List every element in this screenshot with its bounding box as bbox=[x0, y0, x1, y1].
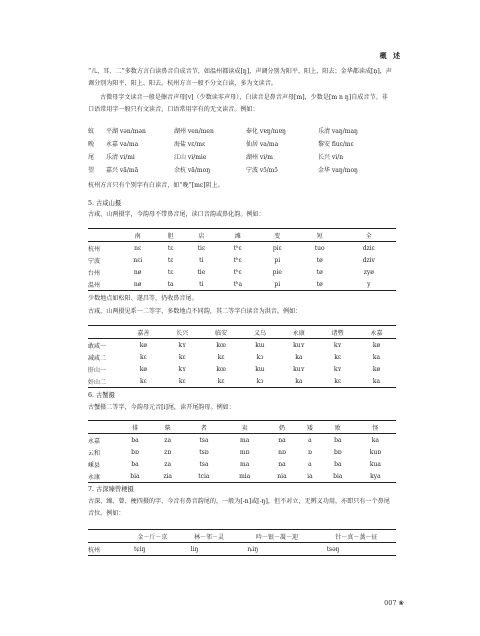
table-cell: kɛ bbox=[140, 353, 147, 361]
table-cell: dziv bbox=[362, 256, 375, 264]
paragraph-jianxi-note: 古咸、山两摄见系一二等字，多数地点不同韵，其二等字白读音为洪音。例如： bbox=[88, 308, 302, 315]
table-cell: tsɒ bbox=[199, 448, 209, 456]
table-cell: ta bbox=[167, 280, 174, 288]
table-cell: kuʏ bbox=[293, 341, 305, 349]
paragraph-songyang-note: 少数地点如松阳、遂昌等，仍收鼻音尾。 bbox=[88, 295, 198, 302]
table-cell: nø bbox=[133, 268, 142, 276]
table-cell: ba bbox=[334, 436, 342, 444]
table-cell: 嘉兴 vã/mã bbox=[106, 167, 139, 174]
table-row bbox=[88, 446, 396, 458]
table-cell: na bbox=[278, 460, 286, 468]
table-cell: kœ bbox=[216, 365, 226, 373]
table-cell: pi bbox=[274, 280, 281, 288]
table-cell: kʏ bbox=[178, 341, 187, 349]
row-label: 杭州 bbox=[88, 245, 101, 253]
table-cell: kø bbox=[372, 365, 381, 373]
table-cell: 江山 vi/mie bbox=[174, 154, 207, 161]
table-cell: tɕiŋ bbox=[134, 545, 146, 553]
table-cell: kuɒ bbox=[369, 448, 382, 456]
table-cell: kø bbox=[139, 365, 148, 373]
example-char: 蚊 bbox=[88, 128, 95, 135]
table-cell: zyø bbox=[363, 268, 374, 276]
table-cell: kuʏ bbox=[293, 365, 305, 373]
table-row bbox=[88, 137, 388, 150]
table-row bbox=[88, 543, 396, 556]
table-cell: tiɛ bbox=[197, 244, 206, 252]
table-cell: kya bbox=[370, 472, 381, 480]
table-header-cell: 金－斤－京 bbox=[137, 533, 168, 541]
table-row bbox=[88, 458, 396, 470]
section-7-intro: 古深、臻、曾、梗四摄的字，今音有鼻音韵尾的，一般为[-n]或[-ŋ]，但不对立，无辨义功用，亦即只有一个鼻尾音位。例如： bbox=[88, 498, 390, 517]
table-header-cell: 排 bbox=[131, 424, 138, 432]
table-cell: kʏ bbox=[333, 341, 342, 349]
table-row bbox=[88, 266, 396, 278]
table-cell: kɯ bbox=[255, 365, 265, 373]
wei-example-table bbox=[88, 124, 388, 176]
table-cell: kɛ bbox=[217, 353, 225, 361]
table-header-cell: 长兴 bbox=[176, 329, 189, 337]
table-header-row bbox=[88, 530, 396, 543]
table-row bbox=[88, 278, 396, 291]
table-header-cell: 短 bbox=[316, 232, 323, 240]
table-header-cell: 诸暨 bbox=[331, 329, 344, 337]
table-cell: tsa bbox=[199, 436, 209, 444]
table-row bbox=[88, 163, 388, 176]
table-cell: za bbox=[164, 436, 172, 444]
row-label: 永嘉 bbox=[88, 437, 101, 445]
table-cell: pie bbox=[272, 268, 282, 276]
table-header-cell: 南 bbox=[134, 232, 141, 240]
table-cell: ɒ bbox=[307, 448, 312, 456]
table-cell: 湖州 ven/men bbox=[174, 128, 214, 135]
table-row bbox=[88, 351, 396, 363]
table-cell: 宁波 vɔ̃/mɔ̃ bbox=[246, 167, 278, 174]
table-header-cell bbox=[88, 530, 124, 543]
table-cell: 余杭 vã/moŋ bbox=[174, 167, 211, 174]
table-header-cell bbox=[88, 421, 118, 434]
table-cell: tcia bbox=[198, 472, 210, 480]
table-cell: tsəŋ bbox=[326, 545, 340, 553]
table-row bbox=[88, 242, 396, 255]
table-cell: na bbox=[278, 436, 286, 444]
table-cell: 永嘉 va/ma bbox=[106, 141, 139, 148]
table-row bbox=[88, 254, 396, 266]
table-row bbox=[88, 150, 388, 163]
table-cell: mia bbox=[239, 472, 251, 480]
table-cell: tuo bbox=[314, 244, 325, 252]
table-header-cell: 奶 bbox=[278, 424, 285, 432]
table-header-cell: 嘉善 bbox=[137, 329, 150, 337]
table-row bbox=[88, 124, 388, 137]
table-cell: bia bbox=[333, 472, 343, 480]
table-row bbox=[88, 470, 396, 483]
row-label: 减咸二 bbox=[88, 354, 107, 362]
row-label: 宁波 bbox=[88, 257, 101, 265]
table-cell: kua bbox=[369, 460, 381, 468]
row-label: 永康 bbox=[88, 473, 101, 481]
table-cell: tɛ bbox=[167, 256, 174, 264]
table-cell: nɒ bbox=[278, 448, 286, 456]
table-cell: ti bbox=[199, 280, 204, 288]
table-cell: 海盐 vɛ/mɛ bbox=[174, 141, 206, 148]
table-row bbox=[88, 339, 396, 352]
xie-table bbox=[88, 420, 396, 483]
table-cell: kɛ bbox=[334, 377, 342, 385]
table-cell: 乐清 vi/mi bbox=[106, 154, 135, 161]
table-cell: za bbox=[164, 460, 172, 468]
table-cell: tɛ bbox=[167, 244, 174, 252]
table-cell: piɛ bbox=[272, 244, 282, 252]
table-cell: a bbox=[308, 460, 312, 468]
table-header-row bbox=[88, 421, 396, 434]
xian-shan-table bbox=[88, 228, 396, 291]
table-header-cell: 怪 bbox=[372, 424, 379, 432]
row-label: 奸山二 bbox=[88, 378, 107, 386]
section-6-intro: 古蟹摄二等字，今韵母元音[i]尾，读开尾韵母。例如： bbox=[88, 404, 235, 411]
table-header-cell: 败 bbox=[334, 424, 341, 432]
table-cell: tʰɛ bbox=[233, 244, 242, 252]
table-cell: kɛ bbox=[217, 377, 225, 385]
table-cell: 奉化 vɐŋ/mɐŋ bbox=[246, 128, 286, 135]
table-cell: a bbox=[308, 436, 312, 444]
table-cell: liŋ bbox=[190, 545, 199, 553]
table-cell: kɛ bbox=[178, 377, 186, 385]
table-cell: kɔ bbox=[256, 377, 264, 385]
table-cell: bɒ bbox=[333, 448, 342, 456]
table-header-cell: 临安 bbox=[215, 329, 228, 337]
table-cell: kɯ bbox=[255, 341, 265, 349]
table-header-cell: 义乌 bbox=[253, 329, 266, 337]
table-cell: kɛ bbox=[140, 377, 147, 385]
table-cell: tø bbox=[316, 280, 323, 288]
table-cell: kœ bbox=[216, 341, 226, 349]
table-cell: kʏ bbox=[333, 365, 342, 373]
table-header-cell bbox=[88, 326, 124, 339]
table-header-row bbox=[88, 326, 396, 339]
table-cell: nia bbox=[277, 472, 287, 480]
example-char: 尾 bbox=[88, 154, 95, 161]
table-cell: ba bbox=[334, 460, 342, 468]
table-row bbox=[88, 363, 396, 375]
table-cell: ka bbox=[372, 353, 381, 361]
table-cell: ka bbox=[372, 377, 381, 385]
section-title-5: 5. 古咸山摄 bbox=[88, 200, 122, 207]
table-row bbox=[88, 434, 396, 447]
table-cell: ma bbox=[240, 460, 250, 468]
table-cell: dziɛ bbox=[362, 244, 375, 252]
table-cell: 黎安 fiuɛ/mɛ bbox=[318, 141, 354, 148]
table-header-row bbox=[88, 229, 396, 242]
section-5-intro: 古咸、山两摄字，今韵母不带鼻音尾，读口音韵或鼻化韵。例如： bbox=[88, 211, 265, 218]
table-cell: 湖州 vi/m bbox=[246, 154, 273, 161]
table-header-cell: 针－真－蒸－征 bbox=[335, 533, 378, 541]
table-header-cell: 胆 bbox=[167, 232, 174, 240]
table-header-cell: 永嘉 bbox=[370, 329, 383, 337]
table-cell: bia bbox=[130, 472, 140, 480]
table-cell: ti bbox=[199, 256, 204, 264]
table-cell: nø bbox=[133, 280, 142, 288]
table-cell: tsa bbox=[199, 460, 209, 468]
row-label: 云和 bbox=[88, 449, 101, 457]
table-header-cell: 矮 bbox=[306, 424, 313, 432]
table-row bbox=[88, 375, 396, 388]
table-cell: kɛ bbox=[178, 353, 186, 361]
table-cell: ba bbox=[131, 436, 139, 444]
table-header-cell: 卖 bbox=[241, 424, 248, 432]
row-label: 台州 bbox=[88, 269, 101, 277]
table-cell: tʰɛ bbox=[233, 256, 242, 264]
table-header-cell: 变 bbox=[274, 232, 281, 240]
row-label: 温州 bbox=[88, 281, 101, 289]
page-number: 007 ❀ bbox=[384, 599, 404, 607]
table-cell: 长兴 vi/n bbox=[318, 154, 344, 161]
example-char: 望 bbox=[88, 167, 95, 174]
table-cell: kʏ bbox=[178, 365, 187, 373]
table-cell: 仙居 va/ma bbox=[246, 141, 279, 148]
row-label: 杭州 bbox=[88, 546, 101, 554]
table-cell: 乐清 vaŋ/maŋ bbox=[318, 128, 358, 135]
table-cell: tɛ bbox=[167, 268, 174, 276]
table-header-cell: 吟－银－凝－迎 bbox=[255, 533, 298, 541]
table-header-cell: 永康 bbox=[292, 329, 305, 337]
table-header-cell: 者 bbox=[200, 424, 207, 432]
table-header-cell: 林－邻－灵 bbox=[193, 533, 224, 541]
table-cell: ka bbox=[295, 353, 303, 361]
table-cell: nɛi bbox=[133, 256, 143, 264]
table-header-cell bbox=[88, 229, 118, 242]
table-header-cell: 店 bbox=[198, 232, 205, 240]
table-cell: ka bbox=[295, 377, 303, 385]
table-cell: kø bbox=[372, 341, 381, 349]
paragraph-er: “儿、耳、二”多数方言白读鼻音自成音节，如温州都读成[ŋ]，声调分别为阳平、阳上、阳去；金华都读成[n̩]，声调分别为阳平、阳上、阳去。杭州方言一般不分文白读，多为文读音。 bbox=[88, 68, 392, 87]
table-cell: bɒ bbox=[131, 448, 139, 456]
paragraph-hangzhou-note: 杭州方言只有个别字有白读音，如“晚”[mɛ]阴上。 bbox=[88, 182, 224, 189]
table-cell: tʰɛ bbox=[233, 268, 242, 276]
table-cell: kɛ bbox=[334, 353, 342, 361]
table-cell: ia bbox=[307, 472, 313, 480]
row-label: 嵊县 bbox=[88, 461, 101, 469]
table-cell: pi bbox=[274, 256, 281, 264]
row-label: 肝山一 bbox=[88, 366, 107, 374]
shen-zhen-table bbox=[88, 529, 396, 556]
table-cell: nɛ bbox=[134, 244, 142, 252]
table-cell: ba bbox=[131, 460, 139, 468]
table-header-cell: 滩 bbox=[234, 232, 241, 240]
table-cell: tʰa bbox=[233, 280, 243, 288]
section-title-7: 7. 古深臻曾梗摄 bbox=[88, 486, 134, 493]
table-cell: y bbox=[367, 280, 371, 288]
table-cell: zia bbox=[163, 472, 172, 480]
table-header-cell: 全 bbox=[365, 232, 372, 240]
jianxi-table bbox=[88, 325, 396, 388]
table-cell: zɒ bbox=[164, 448, 172, 456]
table-header-cell: 柴 bbox=[164, 424, 171, 432]
table-cell: ma bbox=[240, 436, 250, 444]
table-cell: 金华 vaŋ/moŋ bbox=[318, 167, 358, 174]
table-cell: ka bbox=[371, 436, 379, 444]
running-header: 概 述 bbox=[379, 51, 402, 60]
table-cell: tie bbox=[197, 268, 206, 276]
table-cell: mɒ bbox=[239, 448, 250, 456]
row-label: 敢咸一 bbox=[88, 342, 107, 350]
paragraph-wei-initial: 古微母字文读音一般是擦音声母[v]（少数读零声母），白读音是鼻音声母[m]，少数是[m n ŋ]自成音节。非口语常用字一般只有文读音，口语常用字有的无文读音。例如： bbox=[88, 94, 388, 113]
table-cell: ȵiŋ bbox=[247, 545, 259, 553]
table-cell: kɔ bbox=[256, 353, 264, 361]
table-cell: kø bbox=[139, 341, 148, 349]
table-cell: tø bbox=[316, 268, 323, 276]
table-cell: tø bbox=[316, 256, 323, 264]
example-char: 晚 bbox=[88, 141, 95, 148]
section-title-6: 6. 古蟹摄 bbox=[88, 392, 115, 399]
table-cell: 平湖 vən/mən bbox=[106, 128, 146, 135]
